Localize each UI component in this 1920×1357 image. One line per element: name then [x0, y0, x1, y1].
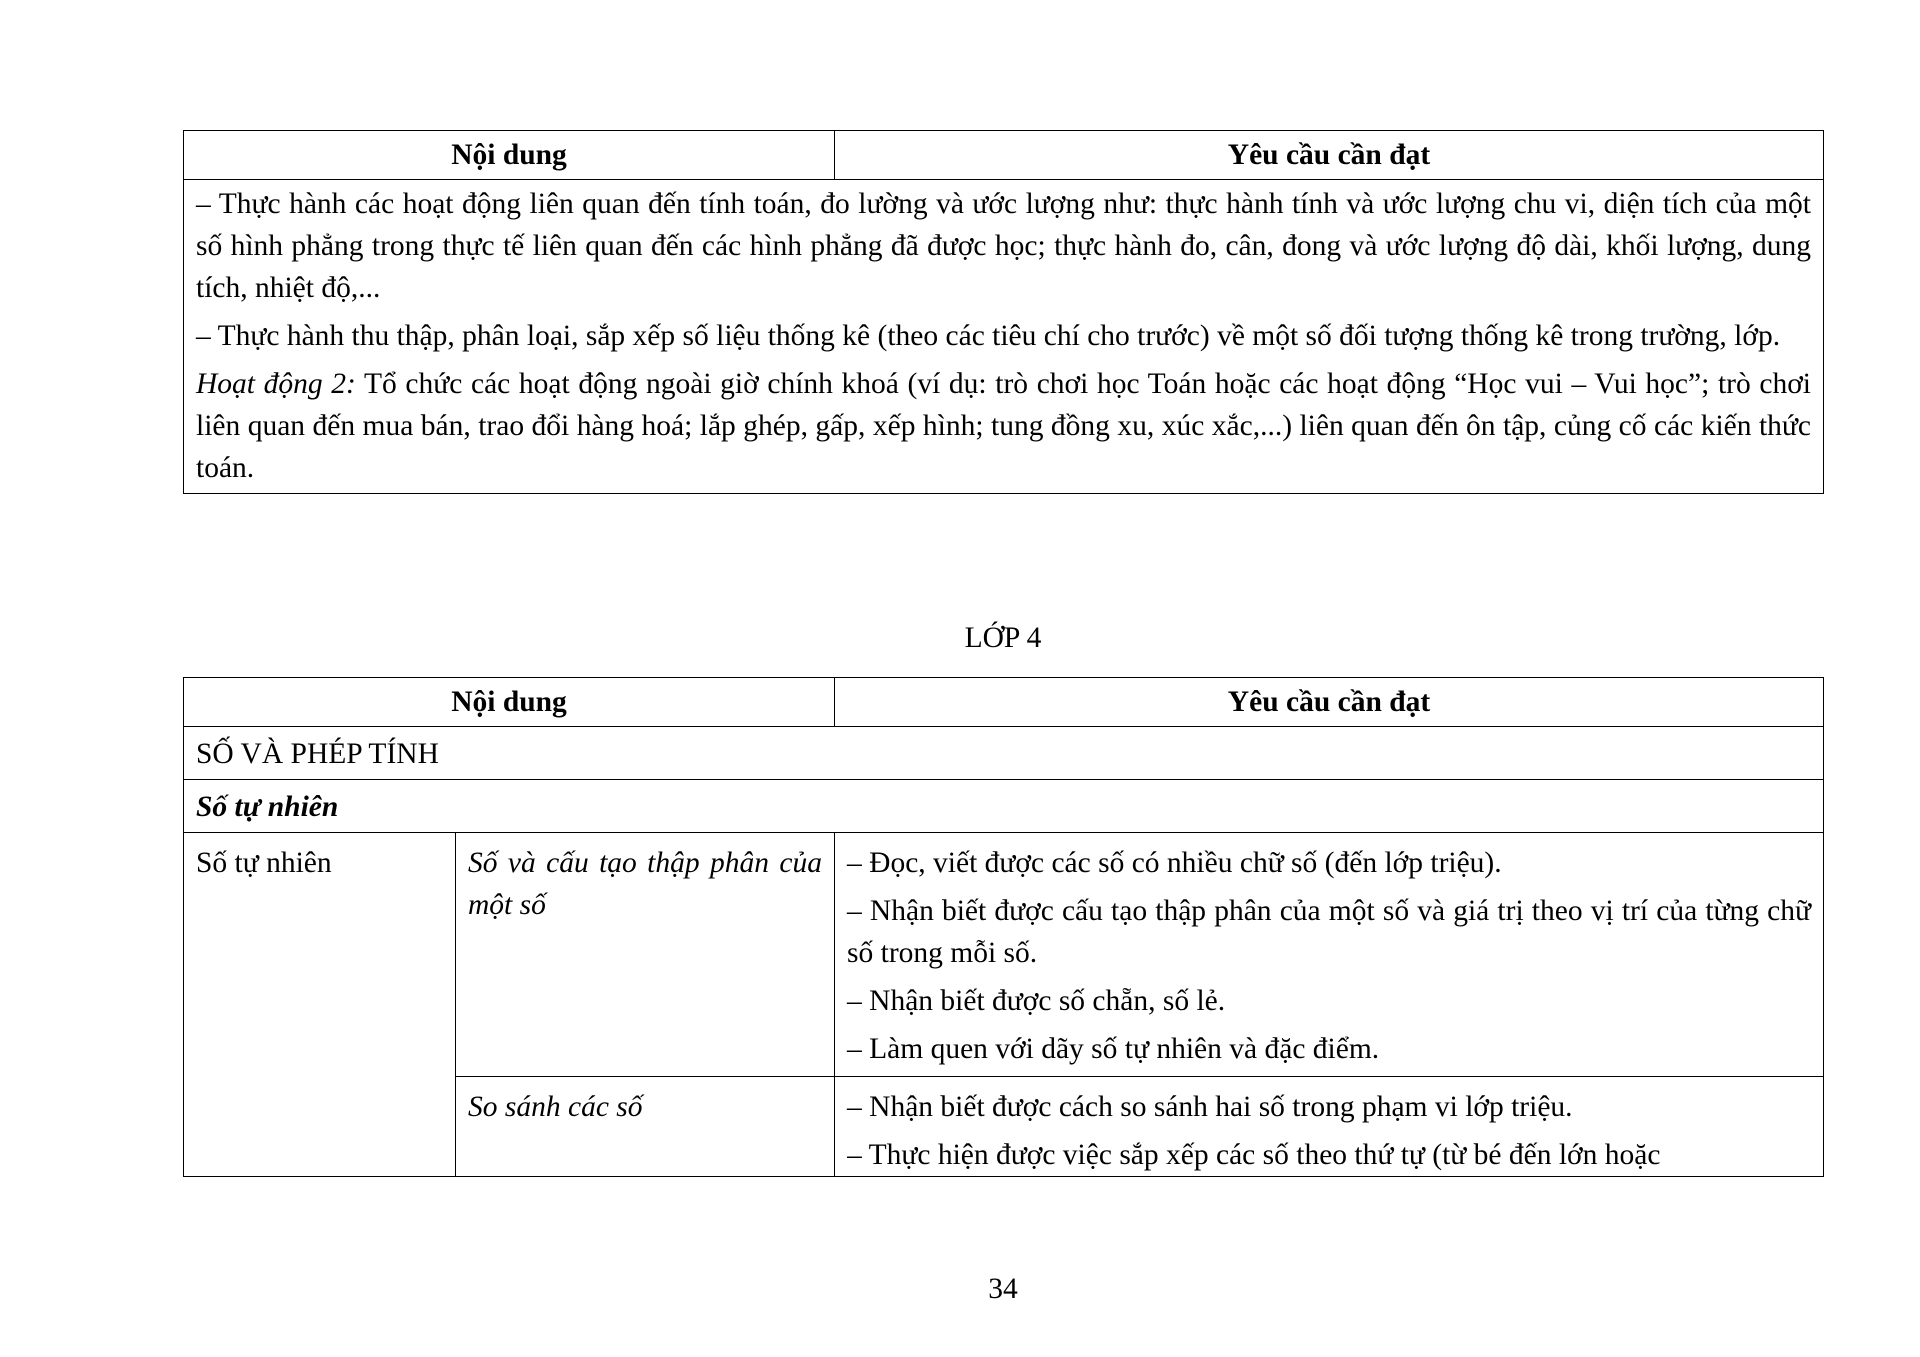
- requirement-item: – Nhận biết được số chẵn, số lẻ.: [847, 985, 1226, 1017]
- topic-cell: Số tự nhiên: [184, 833, 456, 1177]
- requirements-cell: [835, 1077, 1824, 1177]
- activity-2-paragraph: [196, 363, 1811, 489]
- curriculum-table-continued: [183, 130, 1824, 494]
- activity-2-text: Tổ chức các hoạt động ngoài giờ chính khoá (ví dụ: trò chơi học Toán hoặc các hoạt động “Học vui – Vui học”; trò chơi liên quan đến mua bán, trao đổi hàng hoá; lắp ghép, gấp, xếp hình; tung đồng xu, xúc xắc,...) liên quan đến ôn tập, củng cố các kiến thức toán.: [196, 368, 1812, 484]
- header-requirements: Yêu cầu cần đạt: [835, 131, 1824, 180]
- practice-paragraph-1: – Thực hành các hoạt động liên quan đến tính toán, đo lường và ước lượng như: thực hành tính và ước lượng chu vi, diện tích của một số hình phẳng trong thực tế liên quan đến các hình phẳng đã được học; thực hành đo, cân, đong và ước lượng độ dài, khối lượng, dung tích, nhiệt độ,...: [196, 188, 1811, 304]
- requirement-item: – Đọc, viết được các số có nhiều chữ số (đến lớp triệu).: [847, 847, 1502, 879]
- activity-cell: [184, 180, 1824, 494]
- header-content: Nội dung: [184, 678, 835, 727]
- requirement-item: – Thực hiện được việc sắp xếp các số theo thứ tự (từ bé đến lớn hoặc: [847, 1139, 1661, 1171]
- subtopic-cell: Số và cấu tạo thập phân của một số: [456, 833, 835, 1077]
- requirement-item: – Nhận biết được cách so sánh hai số trong phạm vi lớp triệu.: [847, 1091, 1573, 1123]
- section-title: SỐ VÀ PHÉP TÍNH: [184, 727, 1824, 780]
- header-content: Nội dung: [184, 131, 835, 180]
- curriculum-table-grade-4: [183, 677, 1824, 1177]
- section-row: [184, 727, 1824, 780]
- requirements-cell: [835, 833, 1824, 1077]
- table-row: [184, 180, 1824, 494]
- requirement-item: – Làm quen với dãy số tự nhiên và đặc điểm.: [847, 1033, 1380, 1065]
- table-header-row: [184, 678, 1824, 727]
- page-number: 34: [988, 1273, 1018, 1305]
- table-header-row: [184, 131, 1824, 180]
- requirement-item: – Nhận biết được cấu tạo thập phân của một số và giá trị theo vị trí của từng chữ số trong mỗi số.: [847, 895, 1812, 969]
- subtopic-cell: So sánh các số: [456, 1077, 835, 1177]
- header-requirements: Yêu cầu cần đạt: [835, 678, 1824, 727]
- activity-2-label: Hoạt động 2:: [196, 368, 356, 400]
- table-row: [184, 833, 1824, 1077]
- grade-heading: LỚP 4: [964, 622, 1042, 654]
- subsection-row: [184, 780, 1824, 833]
- practice-paragraph-2: – Thực hành thu thập, phân loại, sắp xếp số liệu thống kê (theo các tiêu chí cho trước) về một số đối tượng thống kê trong trường, lớp.: [196, 320, 1781, 352]
- subsection-title: Số tự nhiên: [184, 780, 1824, 833]
